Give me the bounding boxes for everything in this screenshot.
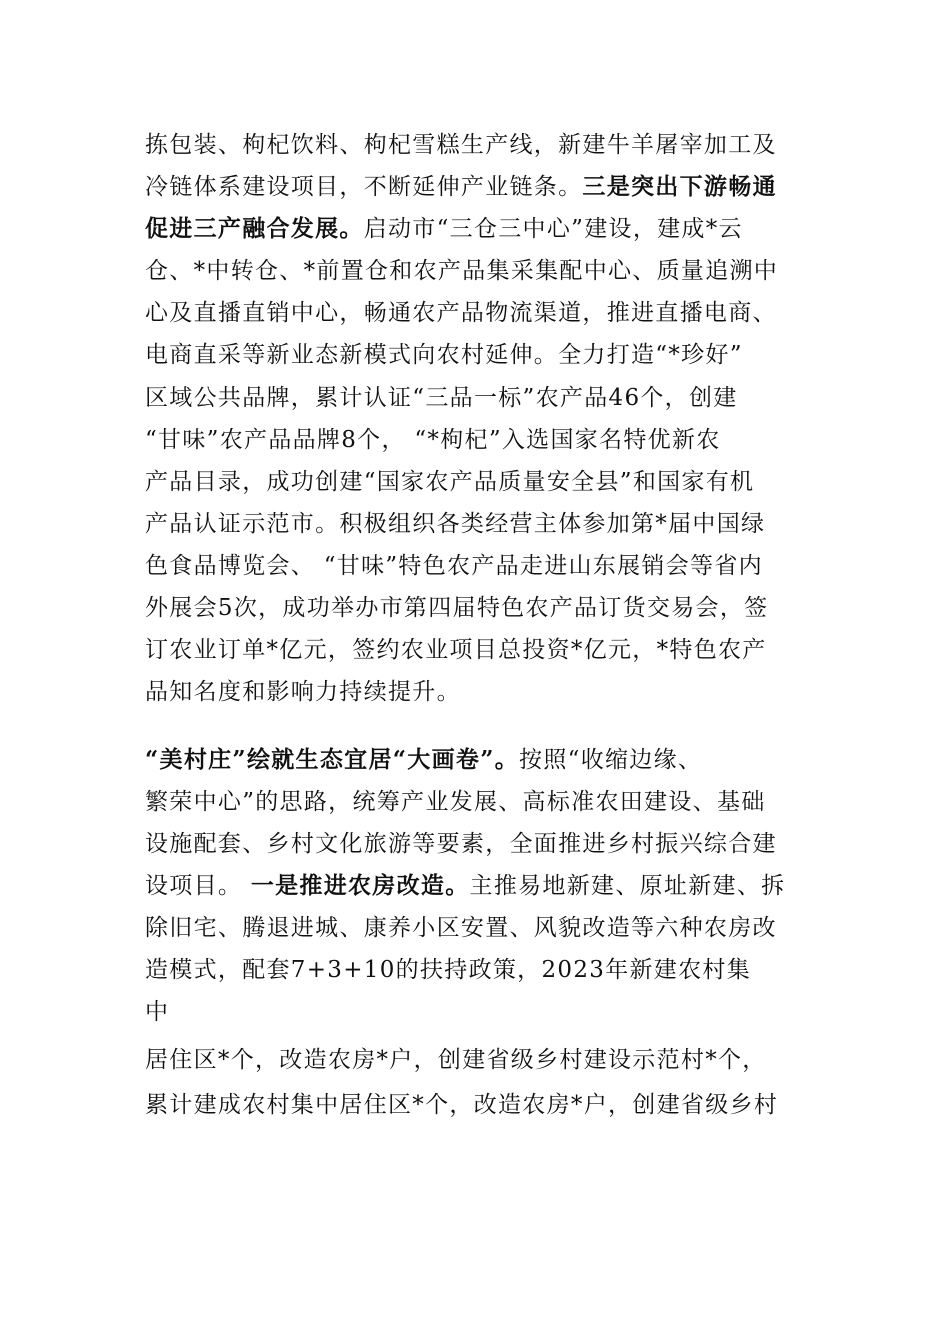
body-text: 累计建成农村集中居住区*个，改造农房*户，创建省级乡村: [145, 1092, 779, 1118]
text-line: [145, 1045, 767, 1075]
body-text: 仓、*中转仓、*前置仓和农产品集采集配中心、质量追溯中: [145, 258, 779, 284]
body-text: 冷链体系建设项目，不断延伸产业链条。: [145, 174, 583, 200]
text-line: [145, 467, 754, 497]
body-text: 造模式，配套7+3+10的扶持政策，2023年新建农村集: [145, 957, 752, 983]
text-line: [145, 913, 777, 943]
body-text: “甘味”农产品品牌8个， “*枸杞”入选国家名特优新农: [145, 427, 721, 453]
body-text: 区域公共品牌，累计认证“三品一标”农产品46个，创建: [145, 385, 738, 411]
body-text: 产品认证示范市。积极组织各类经营主体参加第*届中国绿: [145, 511, 766, 537]
text-line: [145, 745, 702, 775]
text-line: [145, 997, 169, 1027]
text-line: [145, 677, 461, 707]
bold-heading-text: “美村庄”绘就生态宜居“大画卷”。: [145, 746, 520, 773]
body-text: 居住区*个，改造农房*户，创建省级乡村建设示范村*个，: [145, 1047, 767, 1073]
body-text: 设项目。: [145, 873, 251, 899]
body-text: 订农业订单*亿元，签约农业项目总投资*亿元，*特色农产: [145, 637, 767, 663]
text-line: [145, 829, 777, 859]
body-text: 繁荣中心”的思路，统筹产业发展、高标准农田建设、基础: [145, 789, 766, 815]
body-text: 中: [145, 999, 170, 1025]
text-line: [145, 298, 777, 328]
text-line: [145, 509, 765, 539]
body-text: 产品目录，成功创建“国家农产品质量安全县”和国家有机: [145, 469, 755, 495]
text-line: [145, 130, 777, 160]
text-line: [145, 383, 738, 413]
body-text: 设施配套、乡村文化旅游等要素，全面推进乡村振兴综合建: [145, 831, 777, 857]
body-text: 启动市“三仓三中心”建设，建成*云: [363, 216, 743, 242]
body-text: 拣包装、枸杞饮料、枸杞雪糕生产线，新建牛羊屠宰加工及: [145, 132, 777, 158]
body-text: 心及直播直销中心，畅通农产品物流渠道，推进直播电商、: [145, 300, 777, 326]
body-text: 品知名度和影响力持续提升。: [145, 679, 461, 705]
text-line: [145, 787, 766, 817]
text-line: [145, 214, 743, 244]
body-text: 按照“收缩边缘、: [519, 747, 703, 773]
text-line: [145, 340, 743, 370]
text-line: [145, 955, 751, 985]
text-line: [145, 551, 763, 581]
text-line: [145, 425, 721, 455]
body-text: 色食品博览会、 “甘味”特色农产品走进山东展销会等省内: [145, 553, 763, 579]
body-text: 外展会5次，成功举办市第四届特色农产品订货交易会，签: [145, 595, 769, 621]
text-line: [145, 635, 767, 665]
text-line: [145, 256, 778, 286]
body-text: 电商直采等新业态新模式向农村延伸。全力打造“*珍好”: [145, 342, 743, 368]
bold-heading-text: 促进三产融合发展。: [145, 215, 364, 242]
text-line: [145, 871, 785, 901]
bold-heading-text: 一是推进农房改造。: [250, 872, 470, 899]
text-line: [145, 172, 777, 202]
body-text: 主推易地新建、原址新建、拆: [469, 873, 786, 899]
text-line: [145, 593, 768, 623]
bold-heading-text: 三是突出下游畅通: [582, 173, 777, 200]
text-line: [145, 1090, 778, 1120]
body-text: 除旧宅、腾退进城、康养小区安置、风貌改造等六种农房改: [145, 915, 777, 941]
